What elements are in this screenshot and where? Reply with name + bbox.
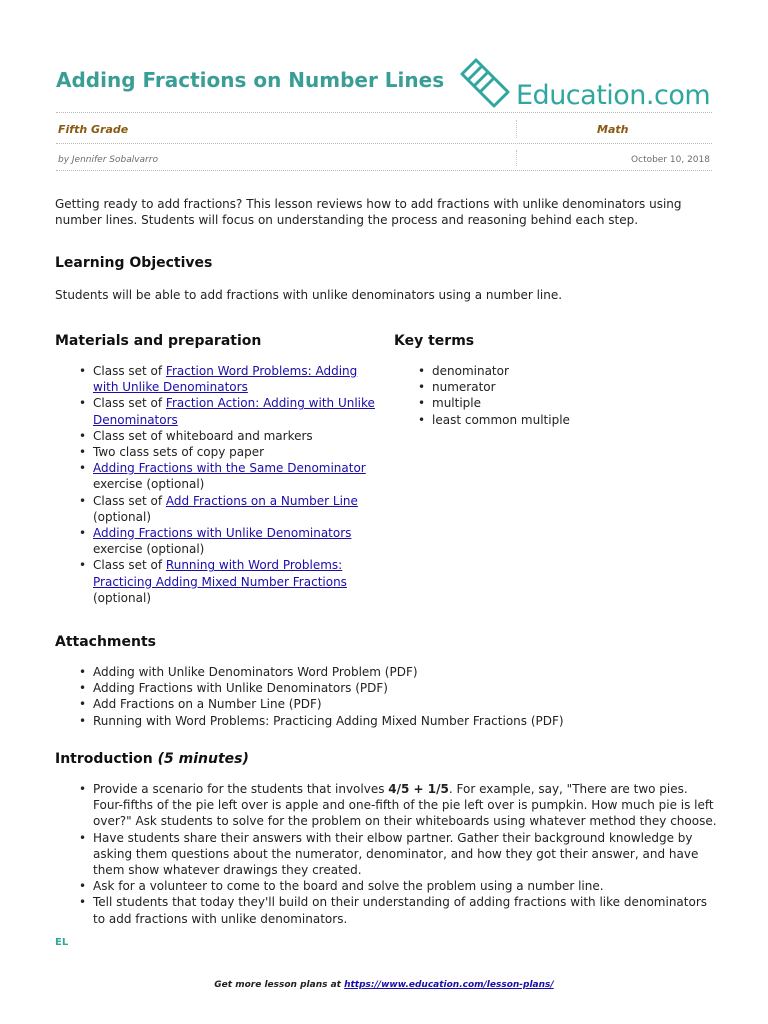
materials-heading: Materials and preparation bbox=[55, 333, 262, 349]
publish-date: October 10, 2018 bbox=[631, 155, 710, 165]
intro-paragraph: Getting ready to add fractions? This lesson reviews how to add fractions with unlike denominators using number lines. Students will focus on understanding the process and reasoning behind each step. bbox=[55, 197, 682, 228]
page-title: Adding Fractions on Number Lines bbox=[56, 68, 445, 92]
grade-label: Fifth Grade bbox=[58, 123, 129, 136]
fraction-expression: 4/5 + 1/5 bbox=[388, 782, 449, 796]
attachment-item[interactable]: • Add Fractions on a Number Line (PDF) bbox=[55, 696, 715, 712]
introduction-duration: (5 minutes) bbox=[157, 751, 249, 767]
subject-label: Math bbox=[597, 123, 629, 136]
list-item: • Two class sets of copy paper bbox=[55, 444, 375, 460]
key-term-item: • multiple bbox=[394, 395, 694, 411]
header-divider-bottom bbox=[56, 170, 712, 171]
attachments-list bbox=[55, 664, 715, 729]
attachment-item[interactable]: • Running with Word Problems: Practicing Adding Mixed Number Fractions (PDF) bbox=[55, 713, 715, 729]
list-item: • Class set of Add Fractions on a Number Line (optional) bbox=[55, 493, 375, 525]
attachment-item[interactable]: • Adding Fractions with Unlike Denominators (PDF) bbox=[55, 680, 715, 696]
list-item: • Provide a scenario for the students that involves 4/5 + 1/5. For example, say, "There are two pies. Four-fifths of the pie left over is apple and one-fifth of the pie left over is pumpkin. How much pie is left over?" Ask students to solve for the problem on their whiteboards using whatever method they choose. bbox=[55, 781, 717, 830]
fraction-action-link[interactable]: Fraction Action: Adding with Unlike Denominators bbox=[93, 396, 375, 427]
attachments-heading: Attachments bbox=[55, 634, 157, 650]
footer-text: Get more lesson plans at bbox=[214, 980, 345, 990]
list-item: • Class set of Fraction Action: Adding with Unlike Denominators bbox=[55, 395, 375, 427]
list-item: • Tell students that today they'll build on their understanding of adding fractions with like denominators to add fractions with unlike denominators. bbox=[55, 894, 717, 926]
logo-wordmark: Education.com bbox=[516, 80, 711, 111]
number-line-worksheet-link[interactable]: Add Fractions on a Number Line bbox=[165, 493, 358, 508]
learning-objectives-heading: Learning Objectives bbox=[55, 255, 213, 271]
el-label: EL bbox=[55, 937, 69, 948]
list-item: • Adding Fractions with the Same Denominator exercise (optional) bbox=[55, 460, 375, 492]
introduction-heading: Introduction (5 minutes) bbox=[55, 751, 249, 767]
key-term-item: • denominator bbox=[394, 363, 694, 379]
running-word-problems-link[interactable]: Running with Word Problems: Practicing Adding Mixed Number Fractions bbox=[93, 558, 347, 589]
learning-objectives-text: Students will be able to add fractions with unlike denominators using a number line. bbox=[55, 288, 563, 302]
unlike-denominators-exercise-link[interactable]: Adding Fractions with Unlike Denominators bbox=[93, 526, 352, 541]
key-terms-list bbox=[394, 363, 694, 428]
pencil-logo-icon bbox=[454, 56, 512, 108]
fraction-word-problems-link[interactable]: Fraction Word Problems: Adding with Unlike Denominators bbox=[93, 364, 358, 395]
key-term-item: • numerator bbox=[394, 379, 694, 395]
list-item: • Adding Fractions with Unlike Denominators exercise (optional) bbox=[55, 525, 375, 557]
author-byline: by Jennifer Sobalvarro bbox=[58, 155, 158, 165]
header-divider-middle bbox=[56, 143, 712, 144]
meta-divider-upper bbox=[516, 120, 517, 138]
key-terms-heading: Key terms bbox=[394, 333, 475, 349]
list-item: • Class set of Running with Word Problems: Practicing Adding Mixed Number Fractions (optional) bbox=[55, 557, 375, 606]
list-item: • Class set of whiteboard and markers bbox=[55, 428, 375, 444]
materials-list bbox=[55, 363, 375, 606]
introduction-steps bbox=[55, 781, 717, 927]
list-item: • Have students share their answers with their elbow partner. Gather their background knowledge by asking them questions about the numerator, denominator, and how they got their answer, and have them show whatever drawings they created. bbox=[55, 830, 717, 879]
list-item: • Class set of Fraction Word Problems: Adding with Unlike Denominators bbox=[55, 363, 375, 395]
same-denominator-exercise-link[interactable]: Adding Fractions with the Same Denominator bbox=[93, 461, 366, 476]
attachment-item[interactable]: • Adding with Unlike Denominators Word Problem (PDF) bbox=[55, 664, 715, 680]
header-divider-top bbox=[56, 112, 712, 113]
footer bbox=[0, 980, 768, 990]
list-item: • Ask for a volunteer to come to the board and solve the problem using a number line. bbox=[55, 878, 717, 894]
education-com-logo[interactable] bbox=[454, 52, 714, 114]
meta-divider-lower bbox=[516, 150, 517, 166]
lesson-plans-link[interactable]: https://www.education.com/lesson-plans/ bbox=[344, 980, 554, 990]
key-term-item: • least common multiple bbox=[394, 412, 694, 428]
